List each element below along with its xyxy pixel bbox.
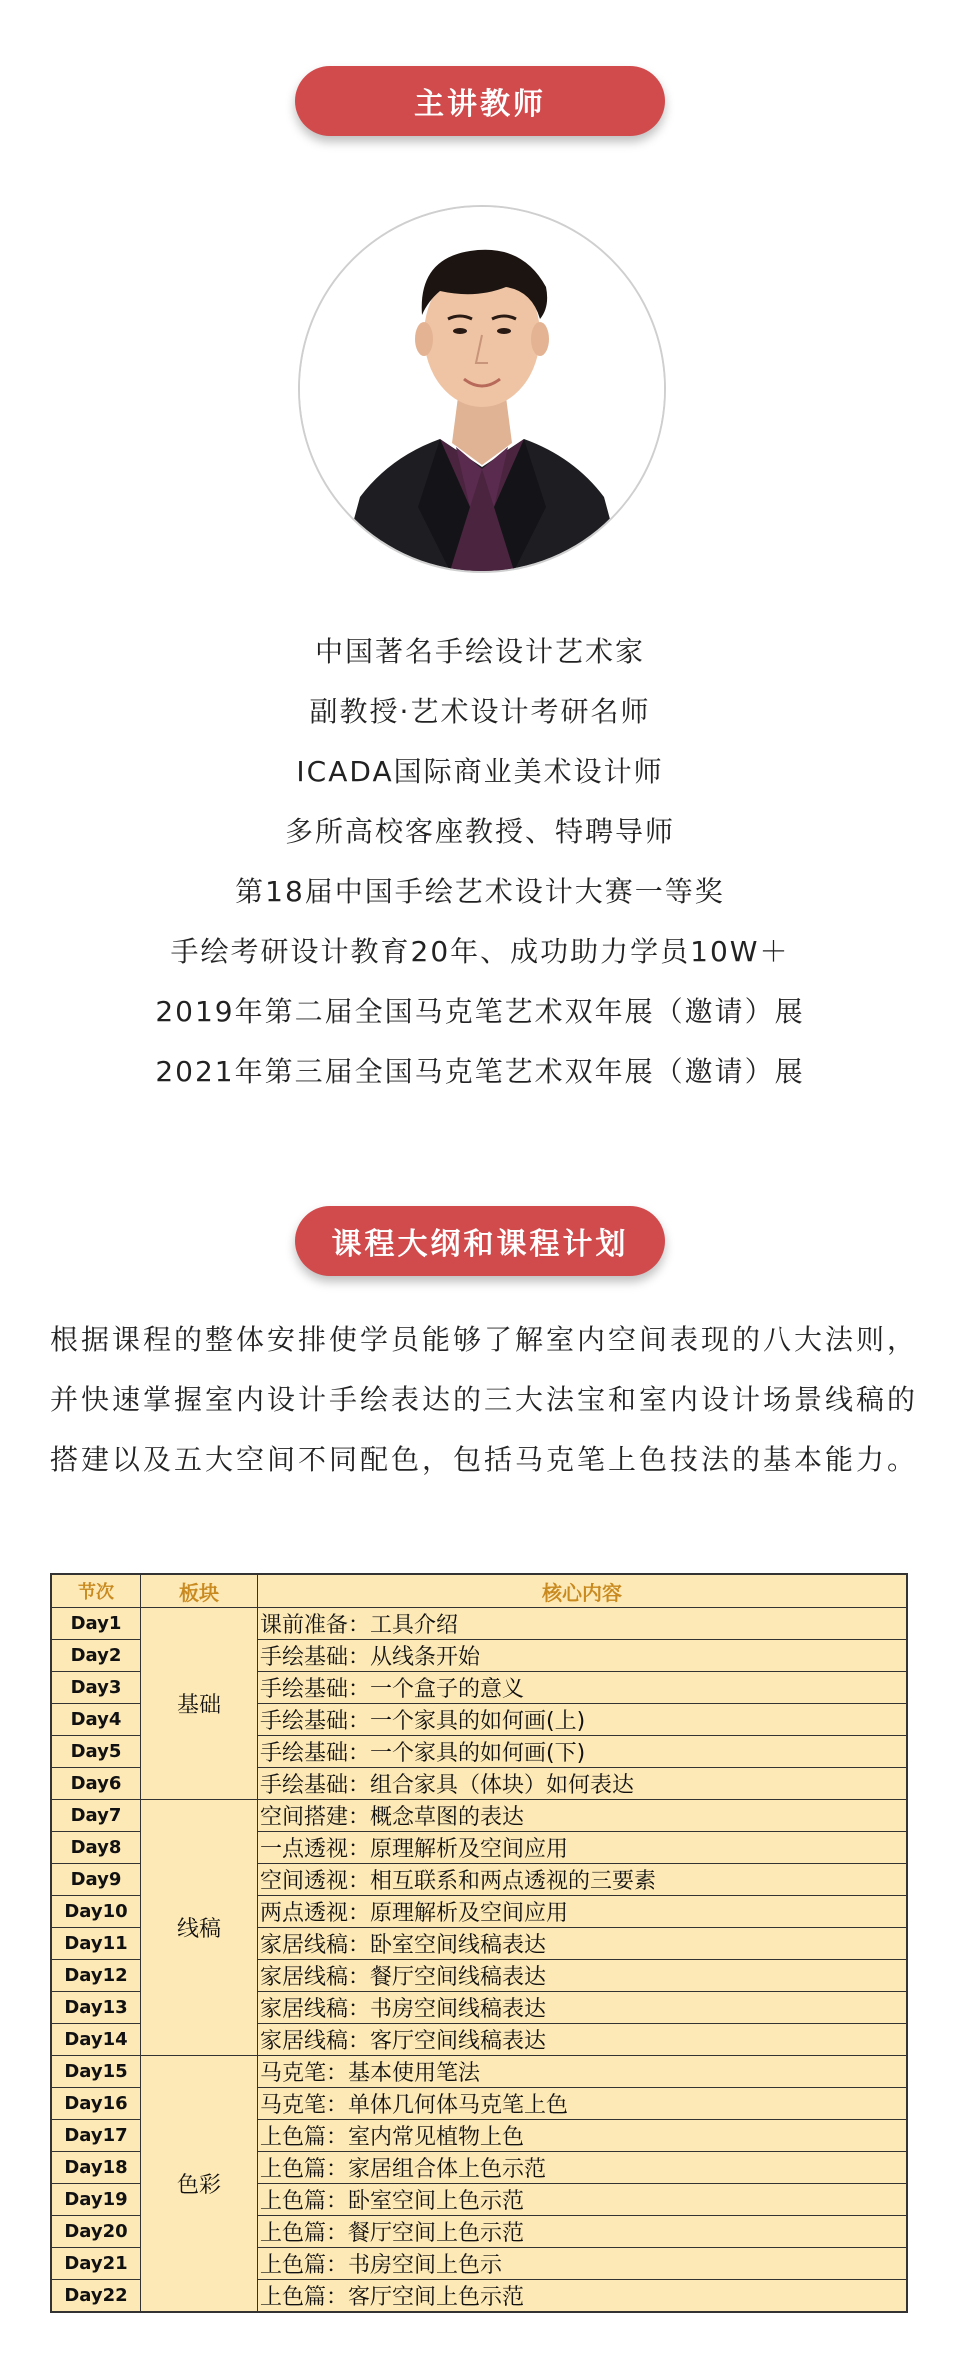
day-cell: Day16 xyxy=(51,2088,141,2120)
day-cell: Day12 xyxy=(51,1960,141,1992)
header-core-content: 核心内容 xyxy=(258,1574,908,1608)
core-content-cell: 手绘基础：组合家具（体块）如何表达 xyxy=(258,1768,908,1800)
core-content-cell: 上色篇：室内常见植物上色 xyxy=(258,2120,908,2152)
day-cell: Day14 xyxy=(51,2024,141,2056)
table-row xyxy=(51,2056,907,2088)
core-content-cell: 空间透视：相互联系和两点透视的三要素 xyxy=(258,1864,908,1896)
day-cell: Day22 xyxy=(51,2280,141,2313)
core-content-cell: 一点透视：原理解析及空间应用 xyxy=(258,1832,908,1864)
core-content-cell: 上色篇：餐厅空间上色示范 xyxy=(258,2216,908,2248)
day-cell: Day3 xyxy=(51,1672,141,1704)
module-cell: 基础 xyxy=(141,1608,258,1800)
teacher-bio xyxy=(0,622,960,1102)
teacher-avatar xyxy=(298,205,666,573)
teacher-section-title: 主讲教师 xyxy=(295,66,665,136)
core-content-cell: 上色篇：家居组合体上色示范 xyxy=(258,2152,908,2184)
day-cell: Day20 xyxy=(51,2216,141,2248)
bio-line: 第18届中国手绘艺术设计大赛一等奖 xyxy=(235,875,725,908)
core-content-cell: 手绘基础：一个盒子的意义 xyxy=(258,1672,908,1704)
bio-line: 副教授·艺术设计考研名师 xyxy=(309,695,651,728)
day-cell: Day2 xyxy=(51,1640,141,1672)
day-cell: Day18 xyxy=(51,2152,141,2184)
core-content-cell: 手绘基础：一个家具的如何画(上) xyxy=(258,1704,908,1736)
bio-line: 2021年第三届全国马克笔艺术双年展（邀请）展 xyxy=(155,1055,805,1088)
core-content-cell: 课前准备：工具介绍 xyxy=(258,1608,908,1640)
syllabus-body xyxy=(51,1608,907,2313)
day-cell: Day4 xyxy=(51,1704,141,1736)
core-content-cell: 手绘基础：一个家具的如何画(下) xyxy=(258,1736,908,1768)
bio-line: 手绘考研设计教育20年、成功助力学员10W＋ xyxy=(170,935,790,968)
core-content-cell: 家居线稿：餐厅空间线稿表达 xyxy=(258,1960,908,1992)
core-content-cell: 上色篇：客厅空间上色示范 xyxy=(258,2280,908,2313)
table-header-row xyxy=(51,1574,907,1608)
bio-line: 中国著名手绘设计艺术家 xyxy=(314,635,645,668)
header-day: 节次 xyxy=(51,1574,141,1608)
bio-line: 多所高校客座教授、特聘导师 xyxy=(284,815,675,848)
outline-section-title: 课程大纲和课程计划 xyxy=(295,1206,665,1276)
core-content-cell: 手绘基础：从线条开始 xyxy=(258,1640,908,1672)
core-content-cell: 家居线稿：卧室空间线稿表达 xyxy=(258,1928,908,1960)
bio-line: 2019年第二届全国马克笔艺术双年展（邀请）展 xyxy=(155,995,805,1028)
syllabus-table xyxy=(50,1573,908,2313)
header-module: 板块 xyxy=(141,1574,258,1608)
day-cell: Day5 xyxy=(51,1736,141,1768)
module-cell: 线稿 xyxy=(141,1800,258,2056)
core-content-cell: 上色篇：卧室空间上色示范 xyxy=(258,2184,908,2216)
core-content-cell: 马克笔：单体几何体马克笔上色 xyxy=(258,2088,908,2120)
day-cell: Day7 xyxy=(51,1800,141,1832)
day-cell: Day13 xyxy=(51,1992,141,2024)
day-cell: Day15 xyxy=(51,2056,141,2088)
day-cell: Day6 xyxy=(51,1768,141,1800)
day-cell: Day9 xyxy=(51,1864,141,1896)
core-content-cell: 上色篇：书房空间上色示 xyxy=(258,2248,908,2280)
module-cell: 色彩 xyxy=(141,2056,258,2313)
core-content-cell: 两点透视：原理解析及空间应用 xyxy=(258,1896,908,1928)
core-content-cell: 空间搭建：概念草图的表达 xyxy=(258,1800,908,1832)
day-cell: Day17 xyxy=(51,2120,141,2152)
day-cell: Day11 xyxy=(51,1928,141,1960)
core-content-cell: 家居线稿：客厅空间线稿表达 xyxy=(258,2024,908,2056)
day-cell: Day19 xyxy=(51,2184,141,2216)
core-content-cell: 家居线稿：书房空间线稿表达 xyxy=(258,1992,908,2024)
day-cell: Day1 xyxy=(51,1608,141,1640)
teacher-portrait-icon xyxy=(300,207,664,571)
table-row xyxy=(51,1608,907,1640)
day-cell: Day10 xyxy=(51,1896,141,1928)
course-intro-paragraph: 根据课程的整体安排使学员能够了解室内空间表现的八大法则，并快速掌握室内设计手绘表达的三大法宝和室内设计场景线稿的搭建以及五大空间不同配色，包括马克笔上色技法的基本能力。 xyxy=(50,1323,919,1476)
day-cell: Day8 xyxy=(51,1832,141,1864)
core-content-cell: 马克笔：基本使用笔法 xyxy=(258,2056,908,2088)
day-cell: Day21 xyxy=(51,2248,141,2280)
table-row xyxy=(51,1800,907,1832)
bio-line: ICADA国际商业美术设计师 xyxy=(296,755,664,788)
